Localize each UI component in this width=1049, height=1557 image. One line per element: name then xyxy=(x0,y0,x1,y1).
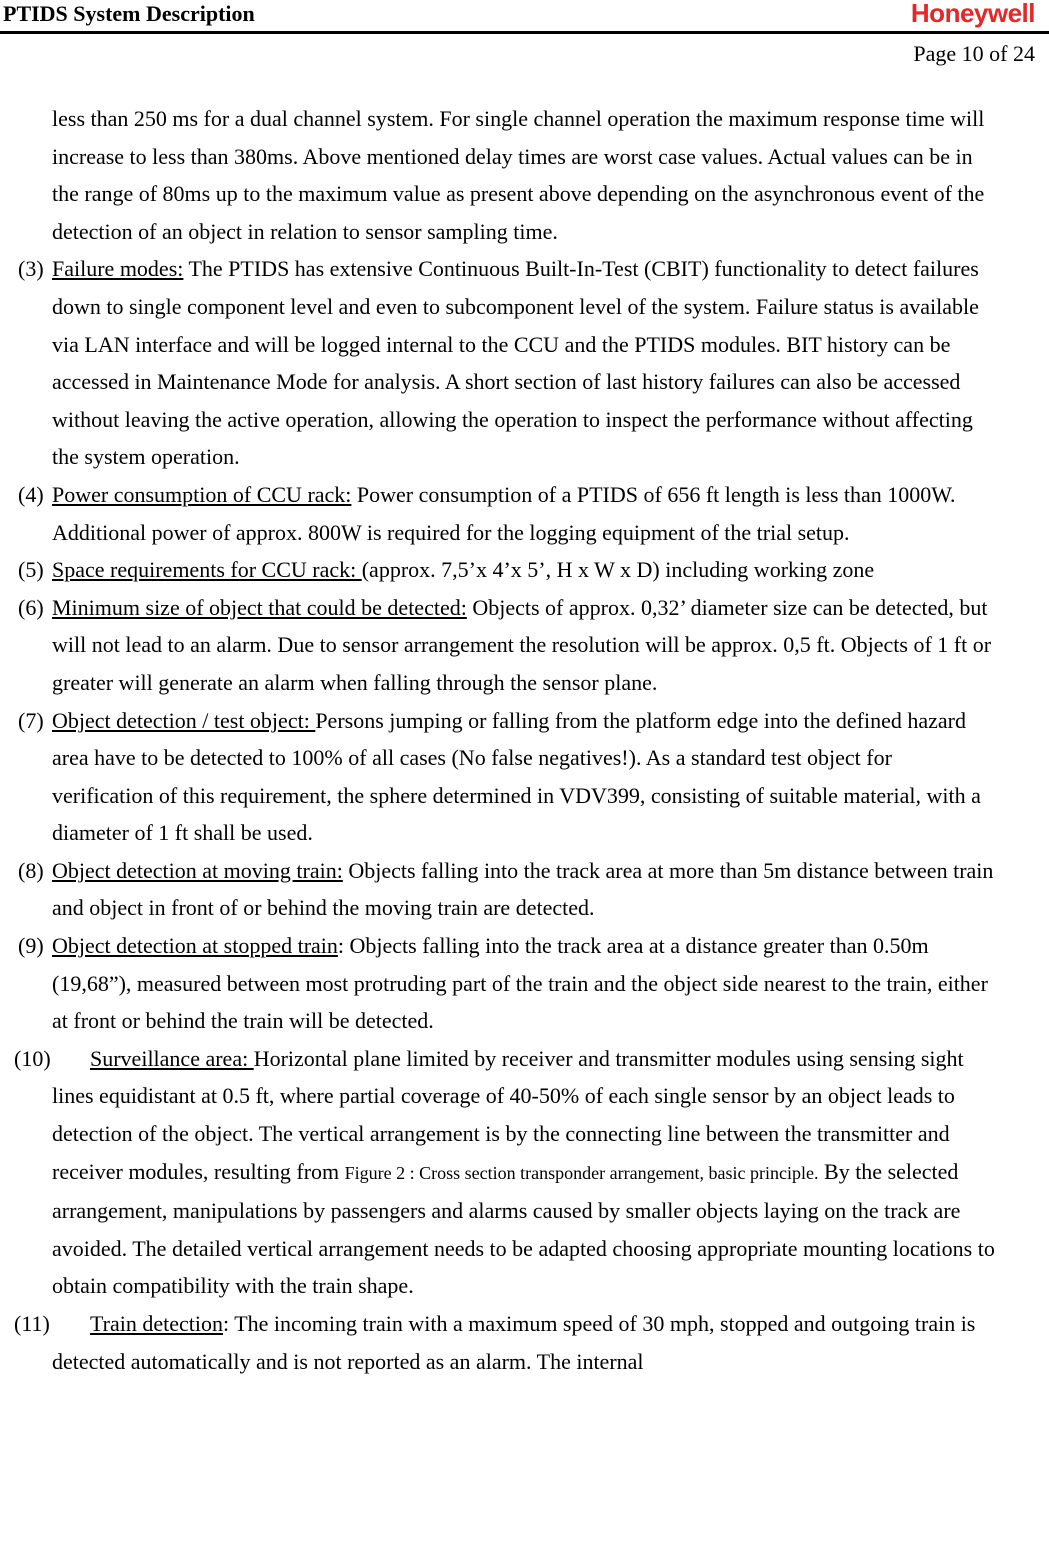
item-number: (11) xyxy=(14,1311,50,1336)
page-header xyxy=(0,0,1049,66)
list-item-7 xyxy=(18,702,997,852)
item-text: Persons jumping or falling from the platform edge into the defined hazard area have to be detected to 100% of all cases (No false negatives!). As a standard test object for verification of this requirement, the sphere determined in VDV399, consisting of suitable material, with a diameter of 1 ft shall be used. xyxy=(52,707,981,846)
item-number: (9) xyxy=(18,933,44,959)
item-heading: Object detection at moving train: xyxy=(52,857,343,883)
header-divider xyxy=(0,31,1049,34)
list-item-3 xyxy=(18,250,997,476)
item-text: : The incoming train with a maximum speed of 30 mph, stopped and outgoing train is detected automatically and is not reported as an alarm. The internal xyxy=(52,1311,976,1374)
item-number: (7) xyxy=(18,707,44,733)
item-text: Power consumption of a PTIDS of 656 ft length is less than 1000W. Additional power of approx. 800W is required for the logging equipment of the trial setup. xyxy=(52,481,956,545)
item-number: (10) xyxy=(14,1045,51,1071)
item-heading: Object detection / test object: xyxy=(52,707,316,733)
item-text: Horizontal plane limited by receiver and transmitter modules using sensing sight lines equidistant at 0.5 ft, where partial coverage of 40-50% of each single sensor by an object leads to detection of the object. The vertical arrangement is by the connecting line between the transmitter and receiver modules, resulting from xyxy=(52,1045,964,1184)
item-number: (4) xyxy=(18,481,44,507)
item-text: : Objects falling into the track area at a distance greater than 0.50m (19,68”), measured between most protruding part of the train and the object side nearest to the train, either at front or behind the train will be detected. xyxy=(52,933,988,1034)
item-text: Objects falling into the track area at more than 5m distance between train and object in front of or behind the moving train are detected. xyxy=(52,857,994,921)
document-title: PTIDS System Description xyxy=(3,1,255,26)
item-number: (3) xyxy=(18,256,44,282)
figure-reference: Figure 2 : Cross section transponder arrangement, basic principle. xyxy=(344,1162,819,1183)
list-item-6 xyxy=(18,589,997,702)
item-heading: Object detection at stopped train xyxy=(52,933,338,959)
list-item-9 xyxy=(18,927,997,1040)
item-number: (8) xyxy=(18,857,44,883)
list-item-8 xyxy=(18,852,997,927)
item-text: (approx. 7,5’x 4’x 5’, H x W x D) including working zone xyxy=(361,557,875,583)
item-heading: Failure modes: xyxy=(52,256,184,282)
list-item-5 xyxy=(18,551,997,589)
item-number: (5) xyxy=(18,557,44,583)
list-item-11 xyxy=(14,1305,997,1380)
list-item-4 xyxy=(18,476,997,551)
item-heading: Minimum size of object that could be detected: xyxy=(52,594,467,620)
item-heading: Space requirements for CCU rack: xyxy=(52,557,362,583)
item-text: The PTIDS has extensive Continuous Built-In-Test (CBIT) functionality to detect failures down to single component level and even to subcomponent level of the system. Failure status is available via LAN interface and will be logged internal to the CCU and the PTIDS modules. BIT history can be accessed in Maintenance Mode for analysis. A short section of last history failures can also be accessed without leaving the active operation, allowing the operation to inspect the performance without affecting the system operation. xyxy=(52,256,979,470)
document-body xyxy=(0,100,1049,1380)
item-text: Objects of approx. 0,32’ diameter size can be detected, but will not lead to an alarm. Due to sensor arrangement the resolution will be approx. 0,5 ft. Objects of 1 ft or greater will generate an alarm when falling through the sensor plane. xyxy=(52,594,992,695)
page-number: Page 10 of 24 xyxy=(913,41,1035,66)
item-heading: Train detection xyxy=(90,1311,223,1336)
continuation-text: less than 250 ms for a dual channel system. For single channel operation the maximum response time will increase to less than 380ms. Above mentioned delay times are worst case values. Actual values can be in the range of 80ms up to the maximum value as present above depending on the asynchronous event of the detection of an object in relation to sensor sampling time. xyxy=(52,106,985,244)
item-heading: Surveillance area: xyxy=(90,1045,254,1071)
list-item-10 xyxy=(14,1040,997,1305)
honeywell-logo: Honeywell xyxy=(910,0,1035,28)
item-heading: Power consumption of CCU rack: xyxy=(52,481,352,507)
item-text-continued: By the selected arrangement, manipulations by passengers and alarms caused by smaller objects laying on the track are avoided. The detailed vertical arrangement needs to be adapted choosing appropriate mounting locations to obtain compatibility with the train shape. xyxy=(52,1158,995,1299)
continuation-paragraph xyxy=(52,100,997,250)
item-number: (6) xyxy=(18,594,44,620)
